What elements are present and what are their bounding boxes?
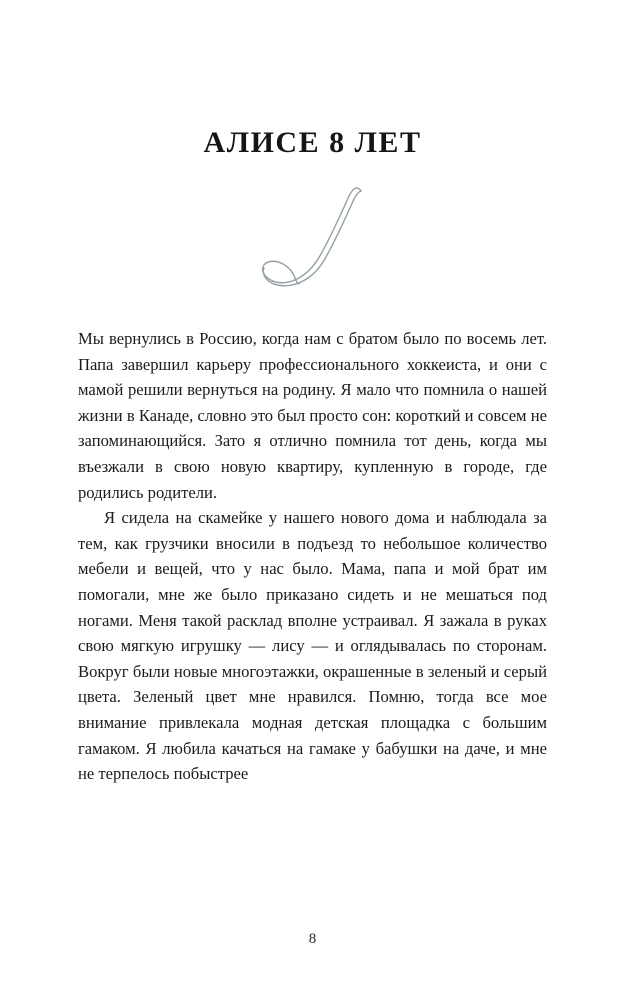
page-number: 8 xyxy=(308,931,317,947)
page-title: АЛИСЕ 8 ЛЕТ xyxy=(203,126,422,159)
paragraph: Мы вернулись в Россию, когда нам с братом было по восемь лет. Папа завершил карьеру профессионального хоккеиста, и они с мамой решили вернуться на родину. Я мало что помнила о нашей жизни в Канаде, словно это был просто сон: короткий и совсем не запоминающийся. Зато я отлично помнила тот день, когда мы въезжали в свою новую квартиру, купленную в городе, где родились родители. xyxy=(78,329,547,502)
hockey-stick-icon xyxy=(78,170,547,320)
paragraph: Я сидела на скамейке у нашего нового дома и наблюдала за тем, как грузчики вносили в подъезд то небольшое количество мебели и вещей, что у нас было. Мама, папа и мой брат им помогали, мне же было приказано сидеть и не мешаться под ногами. Меня такой расклад вполне устраивал. Я зажала в руках свою мягкую игрушку — лису — и оглядывалась по сторонам. Вокруг были новые многоэтажки, окрашенные в зеленый и серый цвета. Зеленый цвет мне нравился. Помню, тогда все мое внимание привлекала модная детская площадка с большим гамаком. Я любила качаться на гамаке у бабушки на даче, и мне не терпелось побыстрее xyxy=(78,508,547,784)
body-text xyxy=(78,326,547,787)
